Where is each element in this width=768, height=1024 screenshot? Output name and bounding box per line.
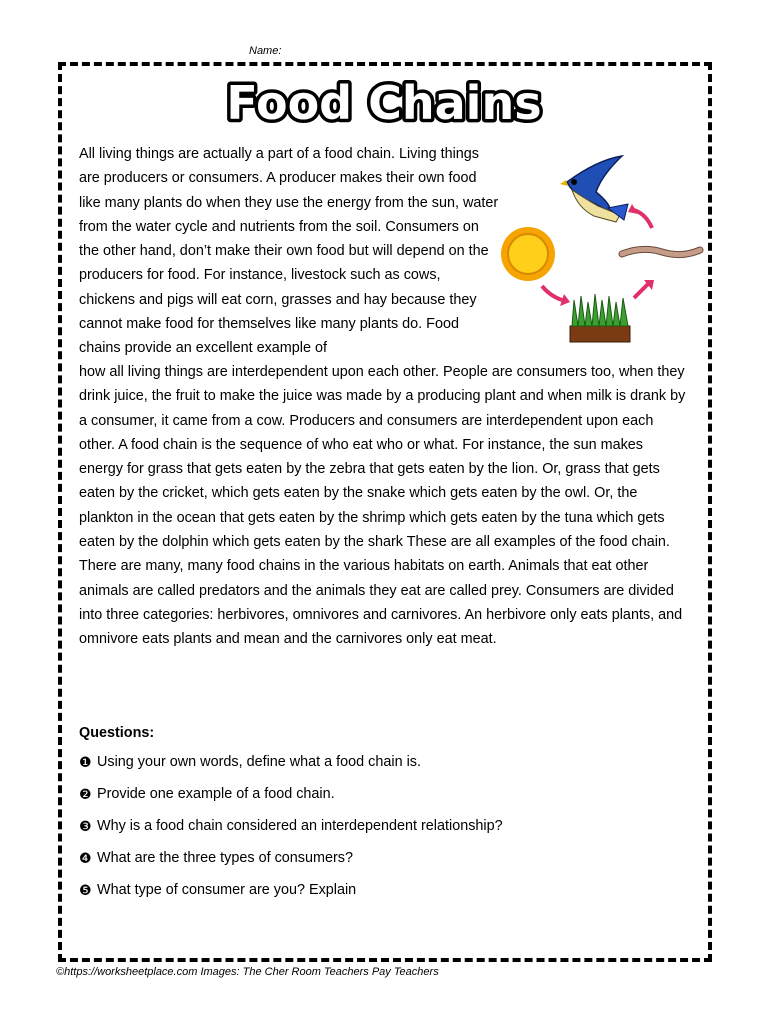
sun-icon [501, 227, 555, 281]
arrow-icon [542, 286, 570, 306]
question-number: ❸ [79, 818, 92, 834]
question-item [79, 746, 687, 778]
question-text: What type of consumer are you? Explain [97, 882, 357, 898]
question-item [79, 874, 687, 906]
question-text: Why is a food chain considered an interdependent relationship? [97, 818, 503, 834]
name-label: Name: [249, 45, 282, 57]
question-item [79, 810, 687, 842]
question-item [79, 842, 687, 874]
questions-section [79, 720, 687, 906]
intro-paragraph: All living things are actually a part of a food chain. Living things are producers or consumers. A producer makes their own food like many plants do when they use the energy from the sun, water from the water cycle and nutrients from the soil. Consumers on the other hand, don’t make their own food but will depend on the producers for food. For instance, livestock such as cows, chickens and pigs will eat corn, grasses and hay because they cannot make food for themselves like many plants do. Food chains provide an excellent example of [79, 146, 499, 357]
bird-icon [560, 156, 628, 222]
question-text: What are the three types of consumers? [97, 850, 353, 866]
footer-credit: ©https://worksheetplace.com Images: The Cher Room Teachers Pay Teachers [56, 966, 439, 978]
body-paragraph: how all living things are interdependent upon each other. People are consumers too, when they drink juice, the fruit to make the juice was made by a producing plant and when milk is drank by a consumer, it came from a cow. Producers and consumers are interdependent upon each other. A food chain is the sequence of who eat who or what. For instance, the sun makes energy for grass that gets eaten by the zebra that gets eaten by the lion. Or, grass that gets eaten by the cricket, which gets eaten by the snake which gets eaten by the owl. Or, the plankton in the ocean that gets eaten by the shrimp which gets eaten by the tuna which gets eaten by the dolphin which gets eaten by the shark These are all examples of the food chain. There are many, many food chains in the various habitats on earth. Animals that eat other animals are called predators and the animals they eat are called prey. Consumers are divided into three categories: herbivores, omnivores and carnivores. An herbivore only eats plants, and omnivore eats plants and mean and the carnivores only eat meat. [79, 364, 686, 648]
passage-body [79, 360, 687, 652]
page-title [0, 72, 768, 132]
worm-icon [622, 249, 700, 254]
question-number: ❺ [79, 882, 92, 898]
passage-intro [79, 142, 499, 361]
arrow-icon [634, 280, 654, 298]
title-text: Food Chains [226, 76, 542, 130]
arrow-icon [628, 204, 652, 228]
title-graphic [219, 72, 549, 132]
question-number: ❹ [79, 850, 92, 866]
questions-heading: Questions: [79, 725, 155, 741]
grass-icon [570, 294, 630, 342]
question-text: Using your own words, define what a food chain is. [97, 754, 421, 770]
question-item [79, 778, 687, 810]
food-chain-illustration [492, 150, 732, 350]
question-number: ❶ [79, 754, 92, 770]
question-number: ❷ [79, 786, 92, 802]
question-text: Provide one example of a food chain. [97, 786, 335, 802]
